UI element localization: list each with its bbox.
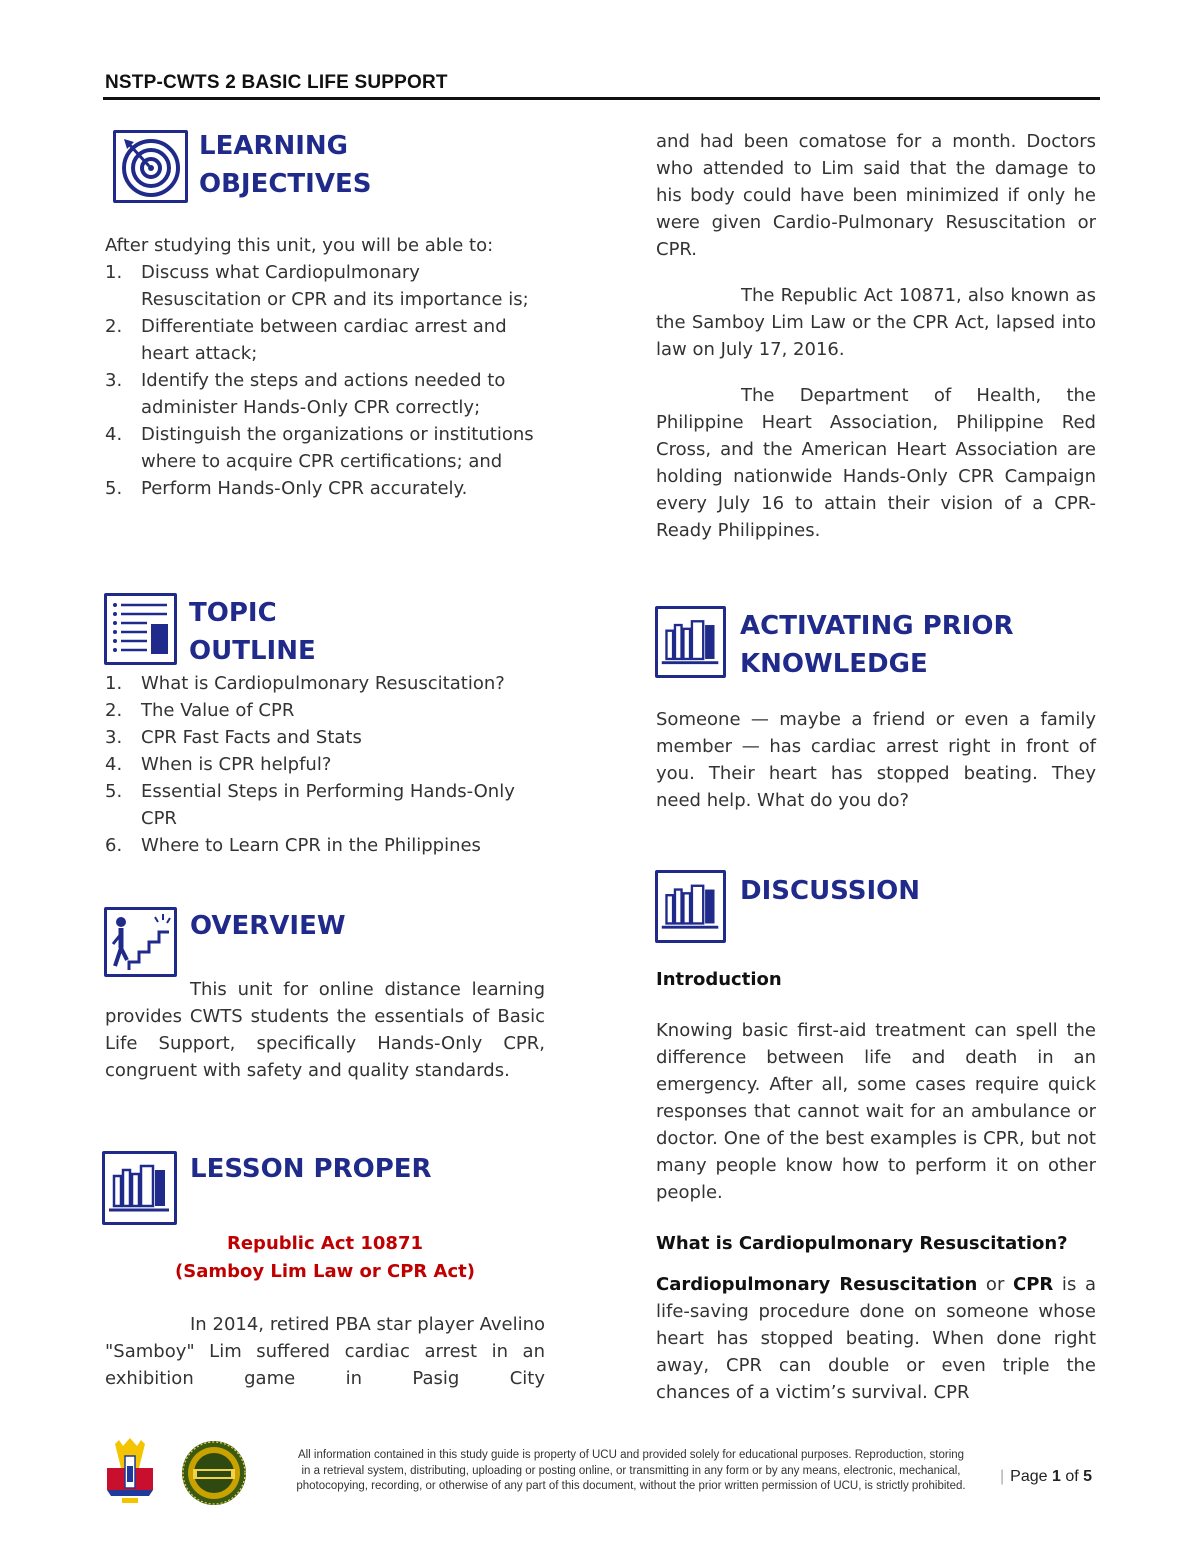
objective-item-1 bbox=[105, 259, 545, 313]
list-text: CPR Fast Facts and Stats bbox=[141, 727, 362, 748]
outline-item-5 bbox=[105, 778, 545, 832]
list-number: 1. bbox=[105, 262, 123, 283]
outline-item-4 bbox=[105, 751, 545, 778]
topic-outline-title: TOPIC OUTLINE bbox=[189, 598, 316, 666]
outline-item-3 bbox=[105, 724, 545, 751]
document-header-title: NSTP-CWTS 2 BASIC LIFE SUPPORT bbox=[105, 72, 448, 93]
introduction-text: Knowing basic first-aid treatment can spell the difference between life and death in an emergency. After all, some cases require quick responses that cannot wait for an ambulance or doctor. One of the best examples is CPR, but not many people know how to perform it on other people. bbox=[656, 1020, 1096, 1203]
objectives-intro: After studying this unit, you will be able to: bbox=[105, 235, 494, 256]
objective-item-3 bbox=[105, 367, 545, 421]
list-text: When is CPR helpful? bbox=[141, 754, 332, 775]
lesson-proper-continued bbox=[656, 128, 1096, 544]
list-text: Differentiate between cardiac arrest and heart attack; bbox=[141, 316, 507, 364]
list-number: 4. bbox=[105, 754, 123, 775]
list-text: The Value of CPR bbox=[141, 700, 295, 721]
list-text: What is Cardiopulmonary Resuscitation? bbox=[141, 673, 505, 694]
target-icon bbox=[113, 130, 188, 203]
objective-item-4 bbox=[105, 421, 545, 475]
ra-heading-line2: (Samboy Lim Law or CPR Act) bbox=[175, 1261, 475, 1282]
stairs-climber-icon bbox=[104, 907, 177, 977]
topic-outline-section bbox=[105, 670, 545, 859]
lesson-proper-section bbox=[105, 1230, 545, 1392]
learning-objectives-section bbox=[105, 232, 545, 502]
introduction-heading: Introduction bbox=[656, 969, 782, 990]
lesson-para2: The Republic Act 10871, also known as the Samboy Lim Law or the CPR Act, lapsed into law on July 17, 2016. bbox=[656, 285, 1096, 360]
list-number: 5. bbox=[105, 781, 123, 802]
list-number: 1. bbox=[105, 673, 123, 694]
page-number: | Page 1 of 5 bbox=[1000, 1468, 1093, 1485]
nstp-seal-logo bbox=[181, 1440, 247, 1506]
list-text: Perform Hands-Only CPR accurately. bbox=[141, 478, 468, 499]
list-number: 2. bbox=[105, 700, 123, 721]
lesson-para3: The Department of Health, the Philippine Heart Association, Philippine Red Cross, and the American Heart Association are holding nationwide Hands-Only CPR Campaign every July 16 to attain their vision of a CPR-Ready Philippines. bbox=[656, 385, 1096, 541]
ra-heading-line1: Republic Act 10871 bbox=[226, 1233, 424, 1254]
list-number: 6. bbox=[105, 835, 123, 856]
header-divider bbox=[103, 97, 1100, 100]
cpr-abbr: CPR bbox=[1013, 1274, 1054, 1295]
philippine-flag-torch-logo bbox=[105, 1438, 155, 1504]
books-icon bbox=[102, 1151, 177, 1225]
lesson-para1-part2: and had been comatose for a month. Doctors who attended to Lim said that the damage to his body could have been minimized if only he were given Cardio-Pulmonary Resuscitation or CPR. bbox=[656, 131, 1096, 260]
books-icon bbox=[655, 606, 726, 678]
lesson-para1-part1: In 2014, retired PBA star player Avelino "Samboy" Lim suffered cardiac arrest in an exhibition game in Pasig City bbox=[105, 1314, 545, 1389]
activating-prior-knowledge-title: ACTIVATING PRIOR KNOWLEDGE bbox=[740, 611, 1014, 679]
list-text: Essential Steps in Performing Hands-Only CPR bbox=[141, 781, 515, 829]
footer-disclaimer: All information contained in this study guide is property of UCU and provided solely for educational purposes. Reproduction, storing in a retrieval system, distributing, uploading or posting online, or transmitting in any form or by any means, electronic, mechanical, photocopying, recording, or otherwise of any part of this document, without the prior written permission of UCU, is strictly prohibited. bbox=[296, 1449, 966, 1492]
learning-objectives-title: LEARNING OBJECTIVES bbox=[199, 131, 372, 199]
overview-text: This unit for online distance learning provides CWTS students the essentials of Basic Life Support, specifically Hands-Only CPR, congruent with safety and quality standards. bbox=[105, 979, 545, 1081]
list-text: Discuss what Cardiopulmonary Resuscitation or CPR and its importance is; bbox=[141, 262, 529, 310]
list-document-icon bbox=[104, 593, 177, 665]
objectives-list bbox=[105, 259, 545, 502]
books-icon bbox=[655, 870, 726, 943]
list-text: Distinguish the organizations or institutions where to acquire CPR certifications; and bbox=[141, 424, 534, 472]
overview-title: OVERVIEW bbox=[190, 911, 346, 941]
outline-list bbox=[105, 670, 545, 859]
overview-section bbox=[105, 976, 545, 1084]
cpr-definition: Cardiopulmonary Resuscitation or CPR is a life-saving procedure done on someone whose heart has stopped beating. When done right away, CPR can double or even triple the chances of a victim’s survival. CPR bbox=[656, 1274, 1097, 1403]
list-number: 3. bbox=[105, 727, 123, 748]
outline-item-2 bbox=[105, 697, 545, 724]
outline-item-1 bbox=[105, 670, 545, 697]
objective-item-2 bbox=[105, 313, 545, 367]
objective-item-5 bbox=[105, 475, 545, 502]
discussion-title: DISCUSSION bbox=[740, 876, 920, 906]
activating-prior-knowledge-section bbox=[656, 706, 1096, 814]
discussion-section bbox=[656, 966, 1096, 1406]
list-number: 2. bbox=[105, 316, 123, 337]
list-number: 3. bbox=[105, 370, 123, 391]
what-is-cpr-heading: What is Cardiopulmonary Resuscitation? bbox=[656, 1233, 1068, 1254]
lesson-proper-title: LESSON PROPER bbox=[190, 1154, 432, 1184]
prior-knowledge-text: Someone — maybe a friend or even a family member — has cardiac arrest right in front of you. Their heart has stopped beating. They need help. What do you do? bbox=[656, 709, 1096, 811]
list-text: Identify the steps and actions needed to administer Hands-Only CPR correctly; bbox=[141, 370, 506, 418]
list-number: 5. bbox=[105, 478, 123, 499]
outline-item-6 bbox=[105, 832, 545, 859]
cpr-term: Cardiopulmonary Resuscitation bbox=[656, 1274, 978, 1295]
list-number: 4. bbox=[105, 424, 123, 445]
list-text: Where to Learn CPR in the Philippines bbox=[141, 835, 481, 856]
